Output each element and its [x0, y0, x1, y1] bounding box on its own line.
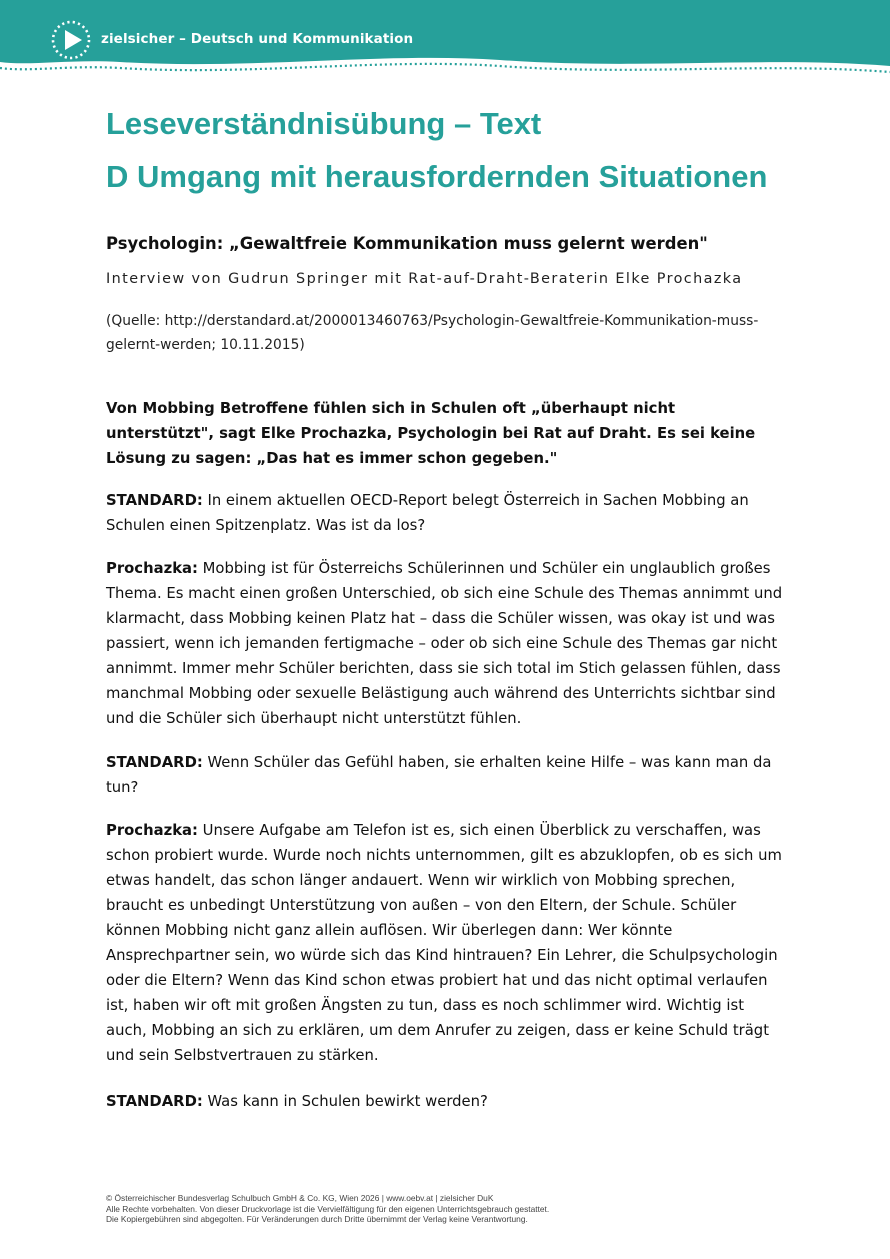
interview-paragraph	[106, 488, 786, 538]
speaker-label: STANDARD:	[106, 1093, 203, 1110]
footer	[106, 1193, 806, 1225]
header-banner	[0, 0, 890, 80]
play-icon	[50, 19, 92, 61]
paragraph-text: Was kann in Schulen bewirkt werden?	[202, 1093, 488, 1110]
brand-name: zielsicher – Deutsch und Kommunikation	[101, 31, 414, 47]
paragraph-text: Mobbing ist für Österreichs Schülerinnen und Schüler ein unglaublich großes Thema. Es macht einen großen Unterschied, ob sich eine Schule des Themas annimmt und klarmacht, dass Mobbing keinen Platz hat – dass die Schüler wissen, was okay ist und was passiert, wenn ich jemanden fertigmache – oder ob sich eine Schule des Themas gar nicht annimmt. Immer mehr Schüler berichten, dass sie sich total im Stich gelassen fühlen, dass manchmal Mobbing oder sexuelle Belästigung auch während des Unterrichts sichtbar sind und die Schüler sich überhaupt nicht unterstützt fühlen.	[106, 560, 783, 727]
source-citation: (Quelle: http://derstandard.at/2000013460763/Psychologin-Gewaltfreie-Kommunikation-muss-gelernt-werden; 10.11.2015)	[106, 313, 759, 353]
page-title: Leseverständnisübung – Text	[106, 106, 542, 141]
speaker-label: Prochazka:	[106, 560, 198, 577]
lead-paragraph: Von Mobbing Betroffene fühlen sich in Schulen oft „überhaupt nicht unterstützt", sagt Elke Prochazka, Psychologin bei Rat auf Draht. Es sei keine Lösung zu sagen: „Das hat es immer schon gegeben."	[106, 400, 756, 467]
speaker-label: Prochazka:	[106, 822, 198, 839]
paragraph-text: Unsere Aufgabe am Telefon ist es, sich einen Überblick zu verschaffen, was schon probiert wurde. Wurde noch nichts unternommen, gilt es abzuklopfen, ob es sich um etwas handelt, das schon länger andauert. Wenn wir wirklich von Mobbing sprechen, braucht es unbedingt Unterstützung von außen – von den Eltern, der Schule. Schüler können Mobbing nicht ganz allein auflösen. Wir überlegen dann: Wer könnte Ansprechpartner sein, wo würde sich das Kind hintrauen? Ein Lehrer, die Schulpsychologin oder die Eltern? Wenn das Kind schon etwas probiert hat und das nicht optimal verlaufen ist, haben wir oft mit großen Ängsten zu tun, dass es noch schlimmer wird. Wichtig ist auch, Mobbing an sich zu erklären, um dem Anrufer zu zeigen, dass er keine Schuld trägt und sein Selbstvertrauen zu stärken.	[106, 822, 782, 1064]
paragraph-text: In einem aktuellen OECD-Report belegt Österreich in Sachen Mobbing an Schulen einen Spitzenplatz. Was ist da los?	[106, 492, 749, 534]
footer-disclaimer: Die Kopiergebühren sind abgegolten. Für Veränderungen durch Dritte übernimmt der Verlag keine Verantwortung.	[106, 1214, 528, 1224]
article-subheading: Interview von Gudrun Springer mit Rat-auf-Draht-Beraterin Elke Prochazka	[106, 271, 743, 287]
speaker-label: STANDARD:	[106, 754, 203, 771]
page-subtitle: D Umgang mit herausfordernden Situationen	[106, 159, 768, 194]
footer-rights: Alle Rechte vorbehalten. Von dieser Druckvorlage ist die Vervielfältigung für den eigenen Unterrichtsgebrauch gestattet.	[106, 1203, 550, 1214]
paragraph-text: Wenn Schüler das Gefühl haben, sie erhalten keine Hilfe – was kann man da tun?	[106, 754, 772, 796]
interview-paragraph	[106, 750, 786, 800]
article-heading: Psychologin: „Gewaltfreie Kommunikation muss gelernt werden"	[106, 234, 708, 253]
footer-copyright: © Österreichischer Bundesverlag Schulbuch GmbH & Co. KG, Wien 2026 | www.oebv.at | zielsicher DuK	[106, 1193, 494, 1203]
interview-paragraph	[106, 818, 786, 1068]
speaker-label: STANDARD:	[106, 492, 203, 509]
interview-paragraph	[106, 556, 786, 731]
interview-paragraph	[106, 1089, 786, 1114]
